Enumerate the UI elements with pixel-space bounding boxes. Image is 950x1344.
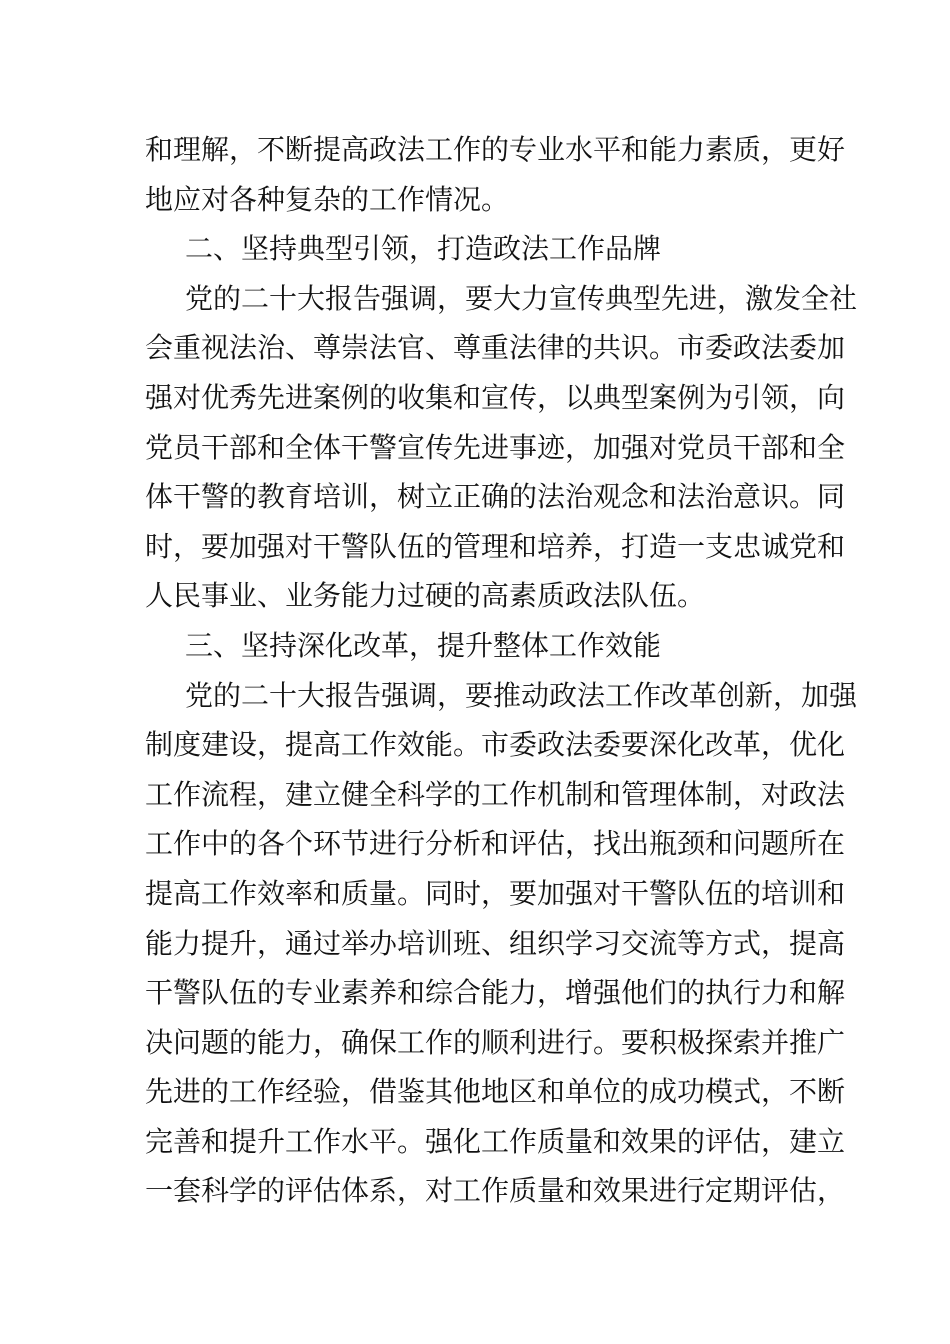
body-line: 地应对各种复杂的工作情况。 xyxy=(145,182,510,216)
body-line: 强对优秀先进案例的收集和宣传，以典型案例为引领，向 xyxy=(145,380,846,414)
body-line: 时，要加强对干警队伍的管理和培养，打造一支忠诚党和 xyxy=(145,529,846,563)
body-line: 决问题的能力，确保工作的顺利进行。要积极探索并推广 xyxy=(145,1025,846,1059)
body-line: 党员干部和全体干警宣传先进事迹，加强对党员干部和全 xyxy=(145,430,846,464)
body-line: 制度建设，提高工作效能。市委政法委要深化改革，优化 xyxy=(145,728,846,762)
body-line: 体干警的教育培训，树立正确的法治观念和法治意识。同 xyxy=(145,480,846,514)
body-line: 和理解，不断提高政法工作的专业水平和能力素质，更好 xyxy=(145,133,846,166)
body-line: 干警队伍的专业素养和综合能力，增强他们的执行力和解 xyxy=(145,976,846,1010)
body-line: 能力提升，通过举办培训班、组织学习交流等方式，提高 xyxy=(145,926,846,960)
body-line: 提高工作效率和质量。同时，要加强对干警队伍的培训和 xyxy=(145,876,846,910)
body-line: 工作流程，建立健全科学的工作机制和管理体制，对政法 xyxy=(145,777,846,811)
body-line: 一套科学的评估体系，对工作质量和效果进行定期评估， xyxy=(145,1174,846,1208)
body-line: 党的二十大报告强调，要大力宣传典型先进，激发全社 xyxy=(185,281,858,315)
body-line: 党的二十大报告强调，要推动政法工作改革创新，加强 xyxy=(185,678,858,712)
body-line: 人民事业、业务能力过硬的高素质政法队伍。 xyxy=(145,579,706,613)
body-line: 先进的工作经验，借鉴其他地区和单位的成功模式，不断 xyxy=(145,1075,846,1109)
body-line: 会重视法治、尊崇法官、尊重法律的共识。市委政法委加 xyxy=(145,331,846,365)
section-heading-3: 三、坚持深化改革，提升整体工作效能 xyxy=(185,628,662,662)
document-body xyxy=(145,125,858,1216)
section-heading-2: 二、坚持典型引领，打造政法工作品牌 xyxy=(185,232,662,266)
body-line: 完善和提升工作水平。强化工作质量和效果的评估，建立 xyxy=(145,1124,846,1158)
body-line: 工作中的各个环节进行分析和评估，找出瓶颈和问题所在 xyxy=(145,827,846,861)
